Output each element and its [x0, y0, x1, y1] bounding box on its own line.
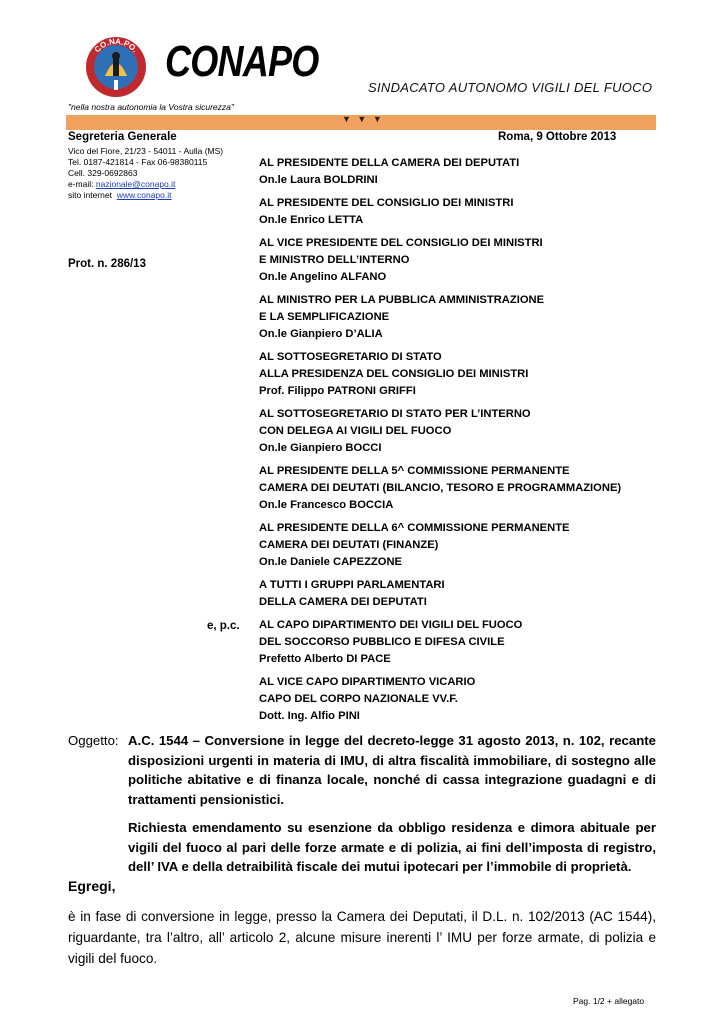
- cc-label: e, p.c.: [207, 620, 240, 632]
- letter-date: Roma, 9 Ottobre 2013: [498, 131, 617, 143]
- recipient-block: AL PRESIDENTE DELLA CAMERA DEI DEPUTATI On.le Laura BOLDRINI: [259, 157, 520, 186]
- sender-address: Vico del Fiore, 21/23 - 54011 - Aulla (MS): [68, 146, 224, 156]
- recipient-block: AL PRESIDENTE DELLA 5^ COMMISSIONE PERMANENTE CAMERA DEI DEUTATI (BILANCIO, TESORO E PROGRAMMAZIONE) On.le Francesco BOCCIA: [259, 465, 622, 511]
- sender-office: Segreteria Generale: [68, 131, 177, 143]
- tagline: SINDACATO AUTONOMO VIGILI DEL FUOCO: [368, 80, 653, 95]
- page-footer: Pag. 1/2 + allegato: [573, 996, 645, 1006]
- sender-mobile: Cell. 329-0692863: [68, 168, 138, 178]
- conapo-logo: [85, 36, 147, 98]
- recipient-block: AL PRESIDENTE DELLA 6^ COMMISSIONE PERMANENTE CAMERA DEI DEUTATI (FINANZE) On.le Daniele CAPEZZONE: [259, 522, 570, 568]
- subject-label: Oggetto:: [68, 733, 119, 748]
- email-link[interactable]: nazionale@conapo.it: [95, 179, 176, 189]
- motto: "nella nostra autonomia la Vostra sicurezza": [68, 102, 234, 112]
- recipient-block: AL MINISTRO PER LA PUBBLICA AMMINISTRAZIONE E LA SEMPLIFICAZIONE On.le Gianpiero D’ALIA: [259, 294, 545, 340]
- recipient-block: AL CAPO DIPARTIMENTO DEI VIGILI DEL FUOCO DEL SOCCORSO PUBBLICO E DIFESA CIVILE Prefetto Alberto DI PACE: [259, 619, 523, 665]
- recipients-list: [259, 155, 659, 725]
- sender-phone: Tel. 0187-421814 - Fax 06-98380115: [68, 157, 208, 167]
- recipient-block: A TUTTI I GRUPPI PARLAMENTARI DELLA CAMERA DEI DEPUTATI: [259, 579, 445, 608]
- sender-email-line: e-mail: nazionale@conapo.it: [68, 179, 176, 189]
- recipient-block: AL VICE PRESIDENTE DEL CONSIGLIO DEI MINISTRI E MINISTRO DELL’INTERNO On.le Angelino ALFANO: [259, 237, 543, 283]
- brand-name: CONAPO: [165, 37, 319, 86]
- arrow-down-icons: ▼ ▼ ▼: [342, 114, 384, 124]
- website-link[interactable]: www.conapo.it: [116, 190, 172, 200]
- protocol-number: Prot. n. 286/13: [68, 258, 146, 270]
- recipient-block: AL SOTTOSEGRETARIO DI STATO PER L’INTERNO CON DELEGA AI VIGILI DEL FUOCO On.le Gianpiero BOCCI: [259, 408, 531, 454]
- recipient-block: AL PRESIDENTE DEL CONSIGLIO DEI MINISTRI On.le Enrico LETTA: [259, 197, 514, 226]
- subject-main: A.C. 1544 – Conversione in legge del decreto-legge 31 agosto 2013, n. 102, recante disposizioni urgenti in materia di IMU, di altra fiscalità immobiliare, di sostegno alle politiche abitative e di finanza locale, nonché di cassa integrazione guadagni e di trattamenti pensionistici.: [128, 733, 656, 807]
- sender-details: [68, 146, 223, 201]
- subject-request: Richiesta emendamento su esenzione da obbligo residenza e dimora abituale per vigili del fuoco al pari delle forze armate e di polizia, ai fini dell’imposta di registro, dell’ IVA e della detraibilità fiscale dei mutui ipotecari per l’immobile di proprietà.: [128, 820, 656, 874]
- body-paragraph: è in fase di conversione in legge, presso la Camera dei Deputati, il D.L. n. 102/2013 (AC 1544), riguardante, tra l’altro, all’ articolo 2, alcune misure inerenti l’ IMU per forze armate, di polizia e vigili del fuoco.: [68, 909, 656, 966]
- svg-text:CO.NA.PO.: CO.NA.PO.: [92, 36, 140, 55]
- recipient-block: AL VICE CAPO DIPARTIMENTO VICARIO CAPO DEL CORPO NAZIONALE VV.F. Dott. Ing. Alfio PINI: [259, 676, 476, 722]
- sender-web-line: sito internet www.conapo.it: [68, 190, 172, 200]
- recipient-block: AL SOTTOSEGRETARIO DI STATO ALLA PRESIDENZA DEL CONSIGLIO DEI MINISTRI Prof. Filippo PATRONI GRIFFI: [259, 351, 529, 397]
- salutation: Egregi,: [68, 878, 116, 894]
